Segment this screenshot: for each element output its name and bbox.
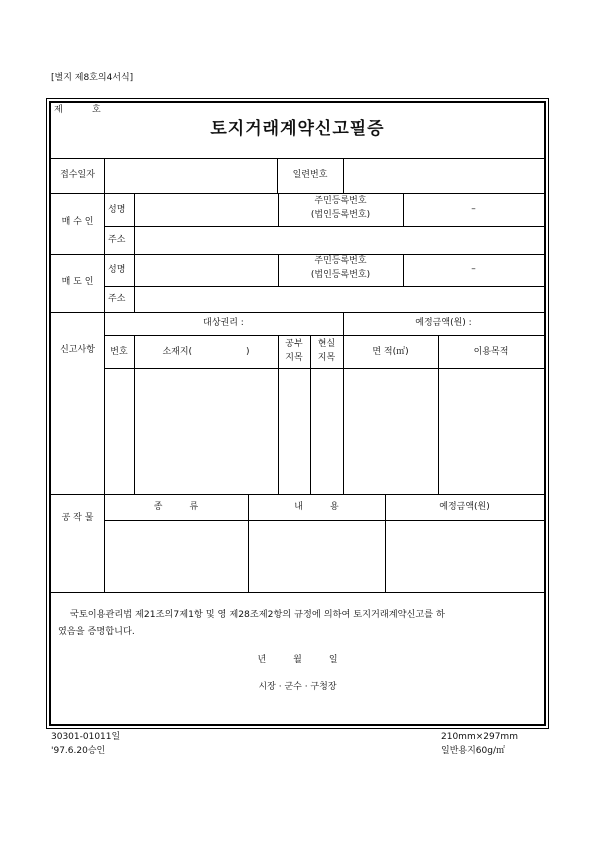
seller-address-label: 주소 bbox=[108, 294, 126, 304]
issue-date: 년 월 일 bbox=[257, 655, 338, 665]
structure-label: 공 작 물 bbox=[61, 513, 94, 523]
seller-name-label: 성명 bbox=[108, 265, 126, 275]
paper-type: 일반용지60g/㎡ bbox=[441, 746, 505, 756]
h-line bbox=[104, 226, 544, 227]
doc-number-label-b: 호 bbox=[92, 105, 101, 115]
v-line bbox=[343, 158, 344, 193]
buyer-id-label-1: 주민등록번호 bbox=[314, 196, 367, 206]
approval-date: '97.6.20승인 bbox=[51, 746, 106, 756]
v-line bbox=[134, 193, 135, 312]
h-line bbox=[51, 254, 544, 255]
h-line bbox=[104, 335, 544, 336]
v-line bbox=[104, 158, 105, 592]
col-area-header: 면 적(㎡) bbox=[372, 347, 409, 357]
statement-line-2: 였음을 증명합니다. bbox=[58, 626, 135, 637]
receipt-date-label: 접수일자 bbox=[60, 170, 95, 180]
col-location-header: 소재지( ) bbox=[162, 347, 250, 357]
h-line bbox=[51, 494, 544, 495]
v-line bbox=[438, 335, 439, 494]
col-content-header: 내 용 bbox=[294, 502, 339, 512]
col-official-category-b: 지목 bbox=[285, 353, 303, 363]
buyer-address-label: 주소 bbox=[108, 235, 126, 245]
col-actual-category-b: 지목 bbox=[317, 353, 336, 363]
v-line bbox=[343, 312, 344, 494]
buyer-name-label: 성명 bbox=[108, 205, 126, 215]
statement-line-1: 국토이용관리법 제21조의7제1항 및 영 제28조제2항의 규정에 의하여 토지거래계약신고를 하 bbox=[70, 609, 445, 620]
h-line bbox=[104, 286, 544, 287]
form-code: 30301-01011일 bbox=[51, 732, 121, 742]
col-amount-header: 예정금액(원) bbox=[439, 502, 490, 512]
h-line bbox=[51, 193, 544, 194]
h-line bbox=[104, 520, 544, 521]
issuer: 시장 · 군수 · 구청장 bbox=[258, 682, 337, 692]
report-label: 신고사항 bbox=[60, 345, 95, 355]
form-number-label: [별지 제8호의4서식] bbox=[51, 73, 134, 83]
col-official-category-a: 공부 bbox=[285, 339, 303, 349]
seller-id-value: – bbox=[471, 264, 476, 274]
paper-size: 210mm×297mm bbox=[441, 732, 518, 742]
page-title: 토지거래계약신고필증 bbox=[210, 119, 385, 139]
col-actual-category-a: 현실 bbox=[317, 339, 336, 349]
planned-amount-label: 예정금액(원) : bbox=[415, 318, 472, 328]
col-kind-header: 종 류 bbox=[153, 502, 199, 512]
h-line bbox=[104, 368, 544, 369]
doc-number-label-a: 제 bbox=[54, 105, 63, 115]
h-line bbox=[51, 592, 544, 593]
buyer-id-label-2: (법인등록번호) bbox=[310, 210, 371, 220]
serial-number-label: 일련번호 bbox=[292, 170, 328, 180]
seller-id-label-1: 주민등록번호 bbox=[314, 256, 367, 266]
seller-id-label-2: (법인등록번호) bbox=[310, 270, 371, 280]
h-line bbox=[51, 158, 544, 159]
v-line bbox=[134, 335, 135, 494]
buyer-label: 매 수 인 bbox=[61, 217, 94, 227]
h-line bbox=[51, 312, 544, 313]
buyer-id-value: – bbox=[471, 204, 476, 214]
target-right-label: 대상권리 : bbox=[203, 318, 244, 328]
col-purpose-header: 이용목적 bbox=[473, 347, 509, 357]
seller-label: 매 도 인 bbox=[61, 277, 94, 287]
col-number-header: 번호 bbox=[110, 347, 128, 357]
